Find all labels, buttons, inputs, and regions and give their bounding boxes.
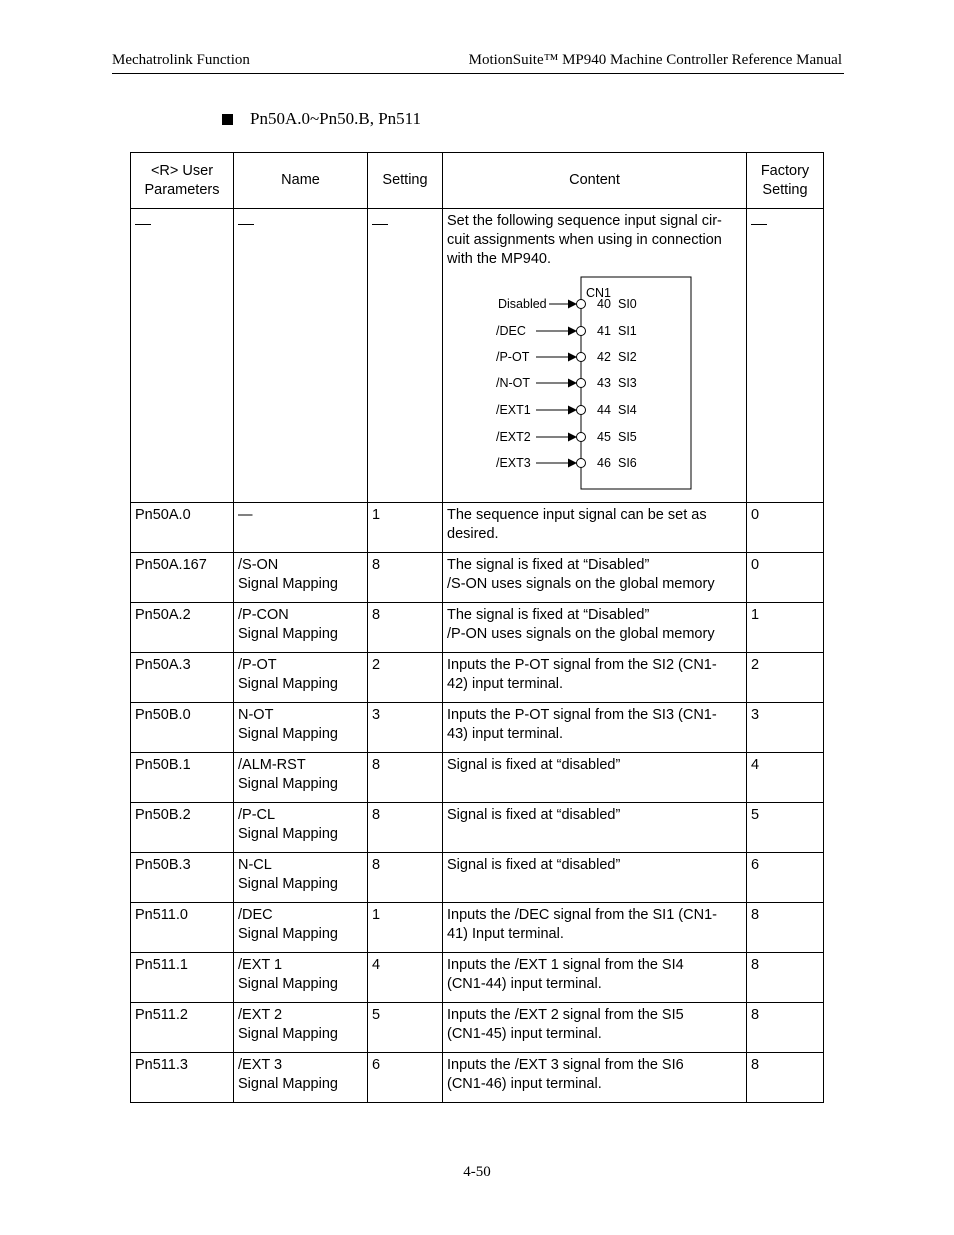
content-cell: Signal is fixed at “disabled” [443, 803, 747, 853]
si-terminal-label: SI4 [618, 403, 637, 417]
arrow-head-icon [568, 353, 577, 362]
col-header-param: <R> User Parameters [131, 153, 234, 209]
setting-cell: 8 [368, 853, 443, 903]
factory-cell: 6 [747, 853, 824, 903]
param-cell: Pn511.3 [131, 1053, 234, 1103]
table-row [131, 803, 824, 853]
name-cell: /P-OT Signal Mapping [234, 653, 368, 703]
col-header-setting: Setting [368, 153, 443, 209]
dash-mark [238, 224, 254, 225]
content-cell: Signal is fixed at “disabled” [443, 853, 747, 903]
pin-number: 43 [597, 376, 611, 390]
signal-lines [496, 297, 637, 470]
signal-label: /P-OT [496, 350, 530, 364]
terminal-circle-icon [577, 459, 586, 468]
table-row [131, 1053, 824, 1103]
header-section-name: Mechatrolink Function [112, 52, 250, 68]
content-cell: The signal is fixed at “Disabled” /S-ON uses signals on the global memory [443, 553, 747, 603]
intro-factory [747, 209, 824, 503]
si-terminal-label: SI2 [618, 350, 637, 364]
si-terminal-label: SI0 [618, 297, 637, 311]
intro-setting [368, 209, 443, 503]
param-cell: Pn50B.0 [131, 703, 234, 753]
table-row [131, 503, 824, 553]
factory-cell: 3 [747, 703, 824, 753]
pin-number: 46 [597, 456, 611, 470]
table-row [131, 853, 824, 903]
setting-cell: 8 [368, 603, 443, 653]
si-terminal-label: SI1 [618, 324, 637, 338]
signal-label: /EXT1 [496, 403, 531, 417]
setting-cell: 1 [368, 503, 443, 553]
cn1-input-diagram [447, 269, 741, 491]
content-cell: Inputs the P-OT signal from the SI2 (CN1- 42) input terminal. [443, 653, 747, 703]
content-cell: Inputs the /EXT 3 signal from the SI6 (CN1-46) input terminal. [443, 1053, 747, 1103]
col-header-factory: Factory Setting [747, 153, 824, 209]
intro-content-text: Set the following sequence input signal cir- cuit assignments when using in connection with the MP940. [447, 213, 722, 267]
terminal-circle-icon [577, 300, 586, 309]
setting-cell: 8 [368, 553, 443, 603]
content-cell: Inputs the /EXT 2 signal from the SI5 (CN1-45) input terminal. [443, 1003, 747, 1053]
table-row [131, 553, 824, 603]
arrow-head-icon [568, 459, 577, 468]
intro-param [131, 209, 234, 503]
terminal-circle-icon [577, 406, 586, 415]
connector-label: CN1 [586, 286, 612, 300]
table-header-row [131, 153, 824, 209]
pin-number: 41 [597, 324, 611, 338]
square-bullet-icon [222, 114, 233, 125]
pin-number: 40 [597, 297, 611, 311]
param-cell: Pn511.2 [131, 1003, 234, 1053]
intro-row [131, 209, 824, 503]
param-cell: Pn50B.2 [131, 803, 234, 853]
param-cell: Pn50A.3 [131, 653, 234, 703]
pin-number: 42 [597, 350, 611, 364]
setting-cell: 6 [368, 1053, 443, 1103]
si-terminal-label: SI6 [618, 456, 637, 470]
name-cell: /EXT 2 Signal Mapping [234, 1003, 368, 1053]
factory-cell: 5 [747, 803, 824, 853]
setting-cell: 4 [368, 953, 443, 1003]
setting-cell: 1 [368, 903, 443, 953]
param-cell: Pn50A.167 [131, 553, 234, 603]
table-body [131, 503, 824, 1103]
dash-mark [372, 224, 388, 225]
factory-cell: 8 [747, 903, 824, 953]
param-cell: Pn50A.0 [131, 503, 234, 553]
content-cell: Signal is fixed at “disabled” [443, 753, 747, 803]
name-cell: /S-ON Signal Mapping [234, 553, 368, 603]
signal-label: /EXT2 [496, 430, 531, 444]
name-cell: N-OT Signal Mapping [234, 703, 368, 753]
content-cell: The sequence input signal can be set as desired. [443, 503, 747, 553]
pin-number: 45 [597, 430, 611, 444]
col-header-content: Content [443, 153, 747, 209]
header-manual-title: MotionSuite™ MP940 Machine Controller Reference Manual [468, 52, 842, 68]
arrow-head-icon [568, 327, 577, 336]
content-cell: Inputs the /EXT 1 signal from the SI4 (CN1-44) input terminal. [443, 953, 747, 1003]
setting-cell: 2 [368, 653, 443, 703]
parameter-table [130, 152, 824, 1103]
arrow-head-icon [568, 379, 577, 388]
intro-name [234, 209, 368, 503]
factory-cell: 8 [747, 1053, 824, 1103]
param-cell: Pn50A.2 [131, 603, 234, 653]
name-cell: /EXT 1 Signal Mapping [234, 953, 368, 1003]
signal-label: /DEC [496, 324, 526, 338]
table-row [131, 653, 824, 703]
setting-cell: 8 [368, 753, 443, 803]
page-number: 4-50 [463, 1164, 491, 1180]
factory-cell: 0 [747, 503, 824, 553]
terminal-circle-icon [577, 327, 586, 336]
name-cell: /EXT 3 Signal Mapping [234, 1053, 368, 1103]
table-row [131, 1003, 824, 1053]
name-cell: N-CL Signal Mapping [234, 853, 368, 903]
terminal-circle-icon [577, 353, 586, 362]
name-cell: /ALM-RST Signal Mapping [234, 753, 368, 803]
factory-cell: 8 [747, 1003, 824, 1053]
si-terminal-label: SI5 [618, 430, 637, 444]
setting-cell: 5 [368, 1003, 443, 1053]
table-row [131, 603, 824, 653]
setting-cell: 3 [368, 703, 443, 753]
intro-content [443, 209, 747, 503]
section-title: Pn50A.0~Pn50.B, Pn511 [250, 109, 422, 128]
content-cell: Inputs the P-OT signal from the SI3 (CN1- 43) input terminal. [443, 703, 747, 753]
table-row [131, 753, 824, 803]
signal-label: Disabled [498, 297, 547, 311]
table-row [131, 953, 824, 1003]
factory-cell: 8 [747, 953, 824, 1003]
setting-cell: 8 [368, 803, 443, 853]
dash-mark [751, 224, 767, 225]
name-cell: /P-CON Signal Mapping [234, 603, 368, 653]
si-terminal-label: SI3 [618, 376, 637, 390]
pin-number: 44 [597, 403, 611, 417]
factory-cell: 0 [747, 553, 824, 603]
name-cell: /DEC Signal Mapping [234, 903, 368, 953]
name-cell: /P-CL Signal Mapping [234, 803, 368, 853]
param-cell: Pn50B.1 [131, 753, 234, 803]
table-row [131, 703, 824, 753]
dash-mark [135, 224, 151, 225]
terminal-circle-icon [577, 379, 586, 388]
signal-label: /EXT3 [496, 456, 531, 470]
header-rule [112, 73, 844, 74]
name-cell: — [234, 503, 368, 553]
arrow-head-icon [568, 406, 577, 415]
factory-cell: 2 [747, 653, 824, 703]
terminal-circle-icon [577, 433, 586, 442]
factory-cell: 1 [747, 603, 824, 653]
table-row [131, 903, 824, 953]
section-heading [222, 109, 421, 129]
arrow-head-icon [568, 433, 577, 442]
factory-cell: 4 [747, 753, 824, 803]
col-header-name: Name [234, 153, 368, 209]
content-cell: The signal is fixed at “Disabled” /P-ON uses signals on the global memory [443, 603, 747, 653]
content-cell: Inputs the /DEC signal from the SI1 (CN1- 41) Input terminal. [443, 903, 747, 953]
arrow-head-icon [568, 300, 577, 309]
param-cell: Pn511.0 [131, 903, 234, 953]
signal-label: /N-OT [496, 376, 531, 390]
param-cell: Pn511.1 [131, 953, 234, 1003]
param-cell: Pn50B.3 [131, 853, 234, 903]
